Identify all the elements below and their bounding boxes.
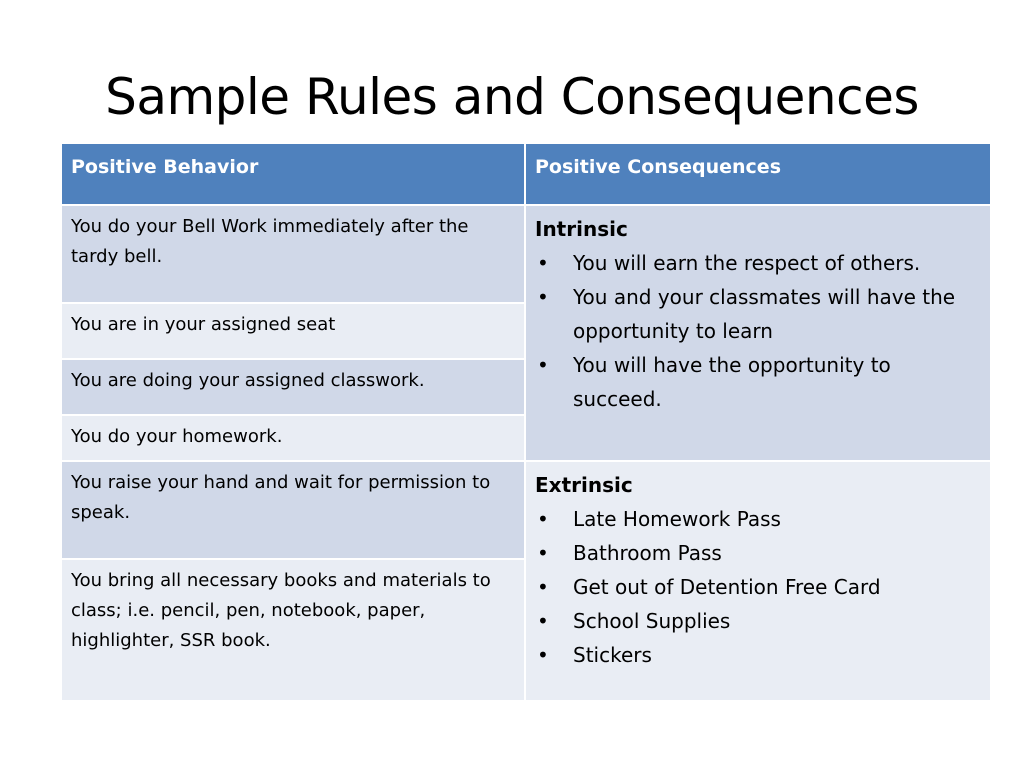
list-item: [535, 570, 981, 604]
bullet-icon: •: [537, 609, 549, 633]
bullet-icon: •: [537, 575, 549, 599]
list-item: [535, 536, 981, 570]
bullet-icon: •: [537, 507, 549, 531]
list-item-text: Late Homework Pass: [573, 507, 781, 531]
table-header-row: [61, 143, 991, 205]
intrinsic-list: [535, 246, 981, 416]
rules-table-container: [60, 142, 990, 696]
list-item-text: Bathroom Pass: [573, 541, 722, 565]
list-item-text: You will earn the respect of others.: [573, 251, 921, 275]
bullet-icon: •: [537, 353, 549, 377]
behavior-cell: You are doing your assigned classwork.: [61, 359, 525, 415]
list-item-text: School Supplies: [573, 609, 731, 633]
header-positive-consequences: Positive Consequences: [525, 143, 991, 205]
list-item-text: You and your classmates will have the opportunity to learn: [573, 285, 956, 343]
bullet-icon: •: [537, 541, 549, 565]
list-item-text: Stickers: [573, 643, 652, 667]
table-row: [61, 461, 991, 559]
list-item: [535, 502, 981, 536]
bullet-icon: •: [537, 643, 549, 667]
rules-consequences-table: [60, 142, 992, 702]
list-item: [535, 638, 981, 672]
extrinsic-heading: Extrinsic: [535, 473, 633, 497]
extrinsic-consequences-cell: [525, 461, 991, 701]
intrinsic-heading: Intrinsic: [535, 217, 628, 241]
slide-title: Sample Rules and Consequences: [105, 68, 919, 126]
behavior-cell: You do your homework.: [61, 415, 525, 461]
header-positive-behavior: Positive Behavior: [61, 143, 525, 205]
bullet-icon: •: [537, 251, 549, 275]
list-item-text: You will have the opportunity to succeed.: [573, 353, 891, 411]
behavior-cell: You bring all necessary books and materials to class; i.e. pencil, pen, notebook, paper, highlighter, SSR book.: [61, 559, 525, 701]
extrinsic-list: [535, 502, 981, 672]
behavior-cell: You raise your hand and wait for permission to speak.: [61, 461, 525, 559]
behavior-cell: You do your Bell Work immediately after the tardy bell.: [61, 205, 525, 303]
table-row: [61, 205, 991, 303]
behavior-cell: You are in your assigned seat: [61, 303, 525, 359]
list-item: [535, 604, 981, 638]
list-item-text: Get out of Detention Free Card: [573, 575, 881, 599]
list-item: [535, 246, 981, 280]
intrinsic-consequences-cell: [525, 205, 991, 461]
bullet-icon: •: [537, 285, 549, 309]
list-item: [535, 280, 981, 348]
list-item: [535, 348, 981, 416]
